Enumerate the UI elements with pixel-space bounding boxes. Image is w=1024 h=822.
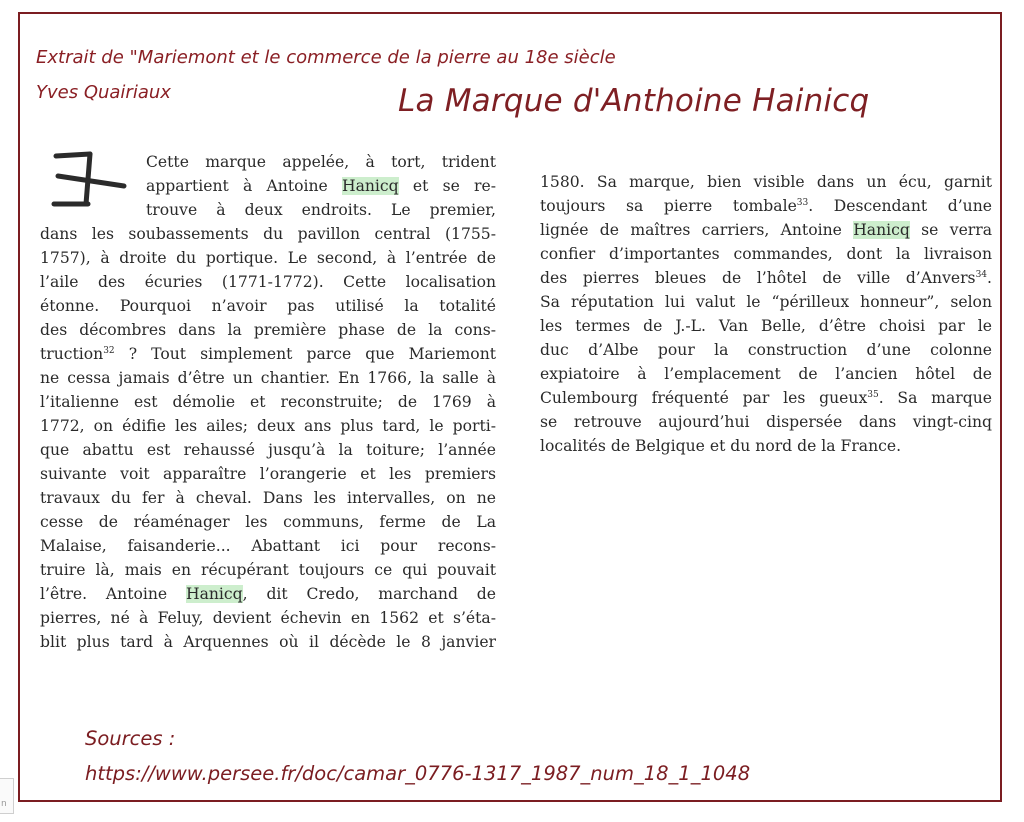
text-run: Sa réputation lui valut le “périlleux honneur”, selon [540,293,992,311]
text-run: pierres, né à Feluy, devient échevin en 1562 et s’éta- [40,609,496,627]
text-line [540,386,992,410]
text-line [40,222,496,246]
text-line [540,290,992,314]
text-line [40,342,496,366]
text-line [40,606,496,630]
text-run: truction [40,345,104,363]
text-line [540,338,992,362]
text-run: Cette marque appelée, à tort, trident [146,153,496,171]
cropped-window-fragment: n [0,778,14,814]
text-line [540,362,992,386]
text-run: toujours sa pierre tombale [540,197,797,215]
text-run: confier d’importantes commandes, dont la livraison [540,245,992,263]
text-run: se verra [909,221,992,239]
text-run: expiatoire à l’emplacement de l’ancien hôtel de [540,365,992,383]
text-line [540,218,992,242]
highlighted-name: Hanicq [185,585,243,603]
text-run: trouve à deux endroits. Le premier, [146,201,496,219]
text-run: . Descendant d’une [808,197,992,215]
text-run: , dit Credo, marchand de [242,585,496,603]
text-run: dans les soubassements du pavillon central (1755- [40,225,496,243]
text-line [40,558,496,582]
text-run: l’italienne est démolie et reconstruite; de 1769 à [40,393,496,411]
text-line [40,366,496,390]
text-line [540,266,992,290]
text-line [40,318,496,342]
text-run: localités de Belgique et du nord de la France. [540,437,902,455]
extract-author-line: Yves Quairiaux [36,82,171,103]
text-line [40,438,496,462]
text-run: des décombres dans la première phase de la cons- [40,321,496,339]
text-run: . Sa marque [878,389,992,407]
highlighted-name: Hanicq [341,177,399,195]
text-line [40,414,496,438]
text-line [40,150,496,174]
text-line [40,510,496,534]
text-run: étonne. Pourquoi n’avoir pas utilisé la totalité [40,297,496,315]
text-run: des pierres bleues de l’hôtel de ville d’Anvers [540,269,976,287]
text-run: . [987,269,992,287]
extract-source-line: Extrait de "Mariemont et le commerce de la pierre au 18e siècle [36,47,616,68]
text-line [40,270,496,294]
text-run: travaux du fer à cheval. Dans les intervalles, on ne [40,489,496,507]
text-line [540,194,992,218]
text-run: duc d’Albe pour la construction d’une colonne [540,341,992,359]
sources-label: Sources : [85,727,176,750]
text-run: cesse de réaménager les communs, ferme de La [40,513,496,531]
text-run: 1580. Sa marque, bien visible dans un écu, garnit [540,173,992,191]
footnote-ref: 34 [975,269,988,280]
text-run: les termes de J.-L. Van Belle, d’être choisi par le [540,317,992,335]
text-run: Culembourg fréquenté par les gueux [540,389,868,407]
text-run: blit plus tard à Arquennes où il décède le 8 janvier [40,633,496,651]
page-title: La Marque d'Anthoine Hainicq [398,83,870,119]
text-run: appartient à Antoine [146,177,342,195]
footnote-ref: 33 [796,197,809,208]
text-line [40,390,496,414]
text-line [540,410,992,434]
text-run: et se re- [398,177,496,195]
text-line [40,630,496,654]
text-run: Malaise, faisanderie... Abattant ici pour recons- [40,537,496,555]
text-run: l’aile des écuries (1771-1772). Cette localisation [40,273,496,291]
text-line [40,582,496,606]
text-line [40,486,496,510]
text-run: 1757), à droite du portique. Le second, à l’entrée de [40,249,496,267]
text-line [40,462,496,486]
text-run: ne cessa jamais d’être un chantier. En 1766, la salle à [40,369,496,387]
text-run: suivante voit apparaître l’orangerie et les premiers [40,465,496,483]
text-run: l’être. Antoine [40,585,186,603]
text-run: que abattu est rehaussé jusqu’à la toiture; l’année [40,441,496,459]
text-run: 1772, on édifie les ailes; deux ans plus tard, le porti- [40,417,496,435]
text-run: se retrouve aujourd’hui dispersée dans vingt-cinq [540,413,992,431]
footnote-ref: 32 [103,345,115,356]
footnote-ref: 35 [867,389,879,400]
sources-url-link[interactable]: https://www.persee.fr/doc/camar_0776-1317_1987_num_18_1_1048 [85,762,751,785]
text-line [40,174,496,198]
text-line [40,198,496,222]
text-line [540,170,992,194]
text-line [540,242,992,266]
text-line [540,314,992,338]
text-run: lignée de maîtres carriers, Antoine [540,221,854,239]
highlighted-name: Hanicq [853,221,910,239]
text-run: ? Tout simplement parce que Mariemont [114,345,496,363]
text-line [40,294,496,318]
text-line [540,434,992,458]
text-line [40,534,496,558]
text-run: truire là, mais en récupérant toujours ce qui pouvait [40,561,496,579]
text-line [40,246,496,270]
